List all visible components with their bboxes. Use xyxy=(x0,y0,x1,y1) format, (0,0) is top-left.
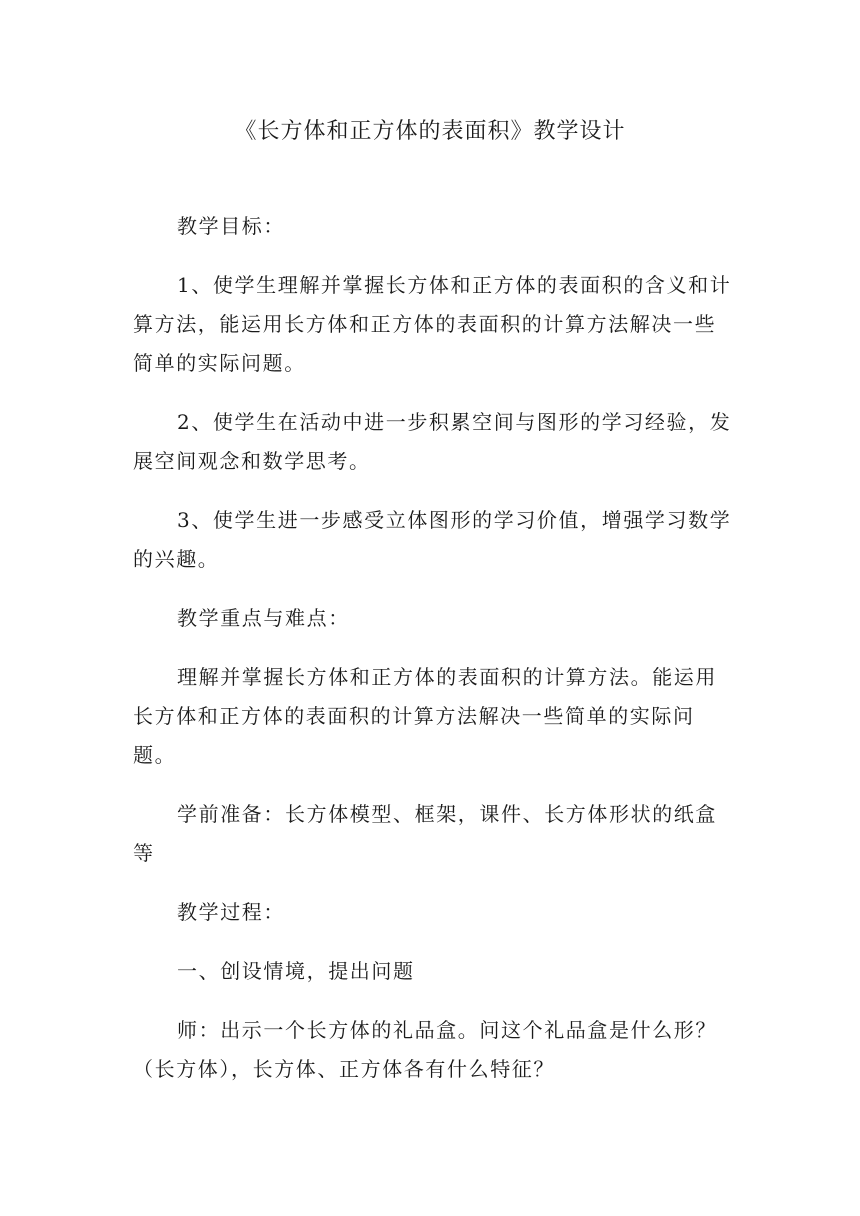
objective-2: 2、使学生在活动中进一步积累空间与图形的学习经验，发展空间观念和数学思考。 xyxy=(133,410,732,473)
section-heading-process: 教学过程： xyxy=(177,900,285,924)
step-1-heading: 一、创设情境，提出问题 xyxy=(177,959,415,983)
teacher-dialogue: 师：出示一个长方体的礼品盒。问这个礼品盒是什么形？（长方体），长方体、正方体各有什么特征？ xyxy=(133,1018,717,1081)
document-body xyxy=(133,207,733,1109)
document-title: 《长方体和正方体的表面积》教学设计 xyxy=(234,119,626,144)
objective-3: 3、使学生进一步感受立体图形的学习价值，增强学习数学的兴趣。 xyxy=(133,508,732,571)
section-heading-objectives: 教学目标： xyxy=(177,214,285,238)
preparation-text: 学前准备：长方体模型、框架，课件、长方体形状的纸盒等 xyxy=(133,802,717,865)
objective-1: 1、使学生理解并掌握长方体和正方体的表面积的含义和计算方法，能运用长方体和正方体的表面积的计算方法解决一些简单的实际问题。 xyxy=(133,273,732,375)
key-points-text: 理解并掌握长方体和正方体的表面积的计算方法。能运用长方体和正方体的表面积的计算方法解决一些简单的实际问题。 xyxy=(133,665,717,767)
section-heading-key-points: 教学重点与难点： xyxy=(177,606,350,630)
